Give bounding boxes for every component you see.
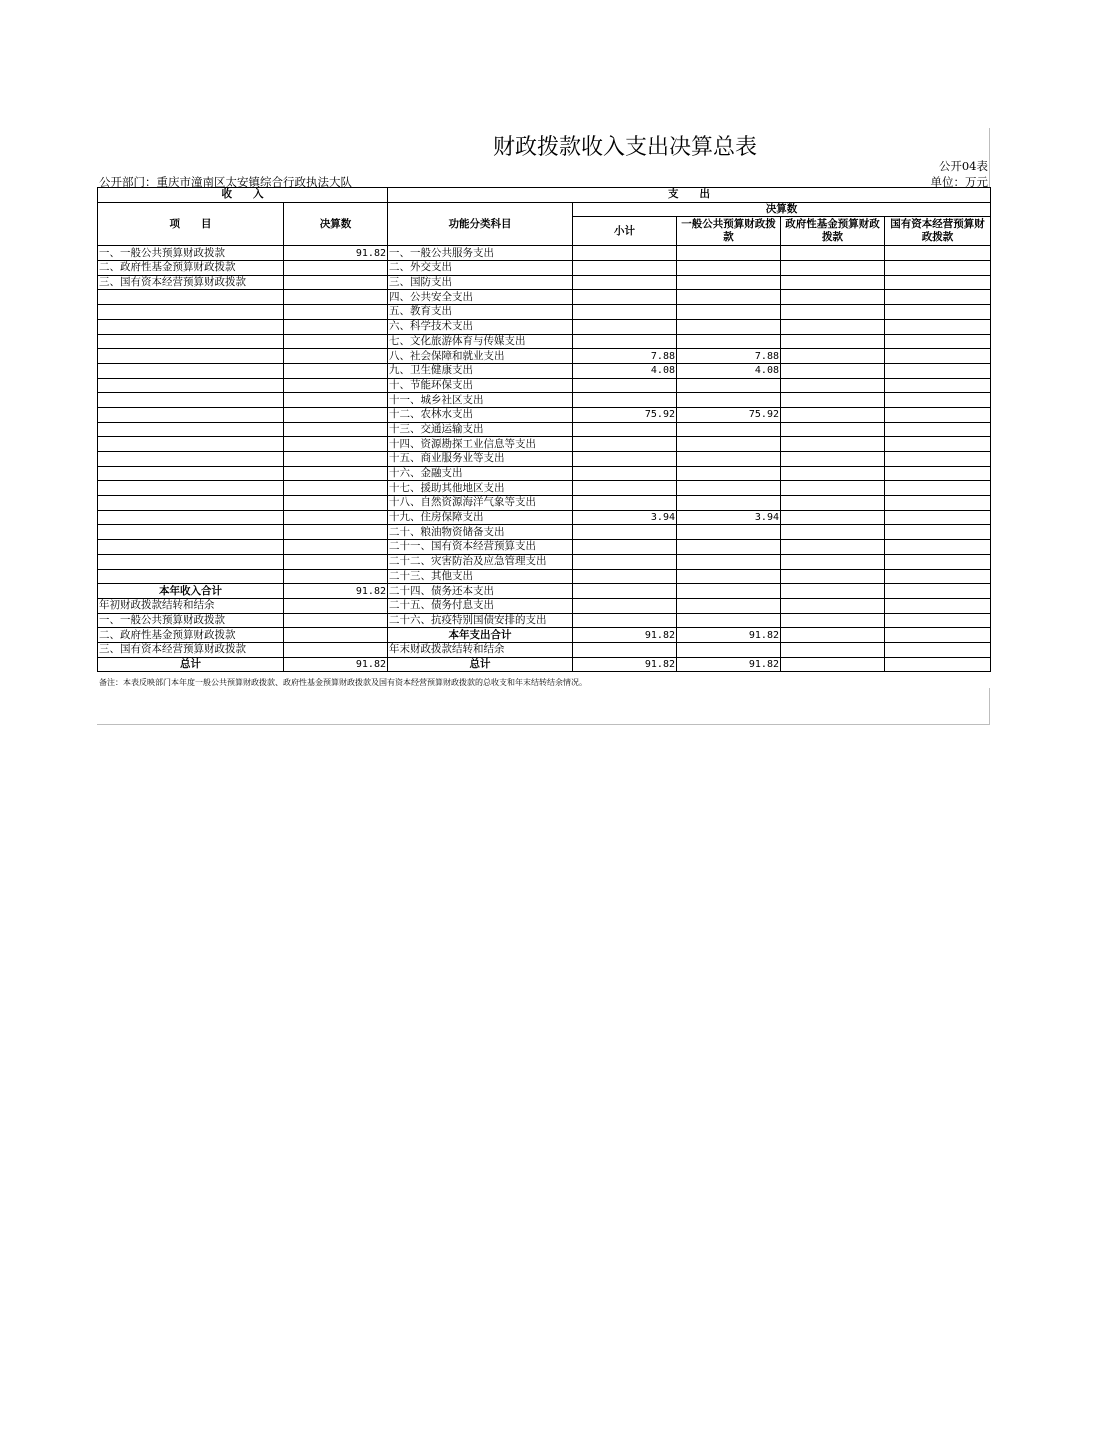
row-amount: [284, 422, 388, 437]
row-amount: [284, 481, 388, 496]
header-item: 项 目: [98, 202, 284, 246]
row-general-budget: [677, 569, 781, 584]
row-amount: [284, 290, 388, 305]
row-item: [98, 290, 284, 305]
row-general-budget: [677, 598, 781, 613]
header-row-2: [98, 202, 991, 217]
row-gov-fund: [781, 334, 885, 349]
sheet-border-right: [989, 128, 990, 188]
row-subtotal: [573, 466, 677, 481]
row-subject: 二十二、灾害防治及应急管理支出: [388, 554, 573, 569]
row-item: 本年收入合计: [98, 584, 284, 599]
row-item: [98, 496, 284, 511]
row-subtotal: [573, 246, 677, 261]
row-subtotal: [573, 613, 677, 628]
table-row: [98, 349, 991, 364]
row-subject: 二十三、其他支出: [388, 569, 573, 584]
table-row: [98, 598, 991, 613]
row-state-capital: [885, 290, 991, 305]
table-row: [98, 437, 991, 452]
row-amount: [284, 319, 388, 334]
row-subject: 十二、农林水支出: [388, 407, 573, 422]
row-general-budget: [677, 481, 781, 496]
row-item: [98, 554, 284, 569]
row-state-capital: [885, 275, 991, 290]
unit-label: 单位：万元: [930, 175, 988, 189]
row-item: [98, 481, 284, 496]
row-subject: 十三、交通运输支出: [388, 422, 573, 437]
row-state-capital: [885, 657, 991, 672]
row-state-capital: [885, 393, 991, 408]
table-row: [98, 422, 991, 437]
header-gov-fund: 政府性基金预算财政拨款: [781, 217, 885, 246]
row-amount: [284, 305, 388, 320]
row-subtotal: [573, 598, 677, 613]
form-code: 公开04表: [938, 159, 988, 173]
row-gov-fund: [781, 657, 885, 672]
row-subject: 二、外交支出: [388, 261, 573, 276]
header-func-subject: 功能分类科目: [388, 202, 573, 246]
header-income: 收 入: [98, 188, 388, 203]
row-subtotal: 91.82: [573, 657, 677, 672]
table-row: [98, 290, 991, 305]
row-subtotal: [573, 481, 677, 496]
row-subject: 十八、自然资源海洋气象等支出: [388, 496, 573, 511]
row-gov-fund: [781, 246, 885, 261]
row-item: [98, 422, 284, 437]
row-item: 二、政府性基金预算财政拨款: [98, 628, 284, 643]
row-amount: [284, 407, 388, 422]
row-subtotal: [573, 305, 677, 320]
row-state-capital: [885, 319, 991, 334]
row-subject: 十九、住房保障支出: [388, 510, 573, 525]
row-subtotal: [573, 334, 677, 349]
table-row: [98, 305, 991, 320]
header-general-budget: 一般公共预算财政拨款: [677, 217, 781, 246]
row-subtotal: [573, 393, 677, 408]
row-item: [98, 540, 284, 555]
row-subject: 十一、城乡社区支出: [388, 393, 573, 408]
row-general-budget: 3.94: [677, 510, 781, 525]
row-amount: [284, 554, 388, 569]
row-state-capital: [885, 642, 991, 657]
table-row: [98, 540, 991, 555]
row-gov-fund: [781, 628, 885, 643]
row-amount: [284, 496, 388, 511]
row-subtotal: [573, 554, 677, 569]
row-state-capital: [885, 466, 991, 481]
row-amount: [284, 510, 388, 525]
row-subject: 二十六、抗疫特别国债安排的支出: [388, 613, 573, 628]
row-amount: [284, 613, 388, 628]
row-amount: 91.82: [284, 584, 388, 599]
row-general-budget: [677, 305, 781, 320]
row-general-budget: [677, 422, 781, 437]
row-item: [98, 334, 284, 349]
row-general-budget: [677, 466, 781, 481]
table-row: [98, 407, 991, 422]
row-gov-fund: [781, 422, 885, 437]
row-amount: [284, 378, 388, 393]
row-gov-fund: [781, 407, 885, 422]
row-subtotal: [573, 569, 677, 584]
row-subject: 七、文化旅游体育与传媒支出: [388, 334, 573, 349]
row-subject: 八、社会保障和就业支出: [388, 349, 573, 364]
row-subject: 四、公共安全支出: [388, 290, 573, 305]
row-amount: [284, 569, 388, 584]
row-subtotal: [573, 540, 677, 555]
row-gov-fund: [781, 452, 885, 467]
table-row: [98, 319, 991, 334]
table-row: [98, 569, 991, 584]
footnote: 备注：本表反映部门本年度一般公共预算财政拨款、政府性基金预算财政拨款及国有资本经营预算财政拨款的总收支和年末结转结余情况。: [99, 678, 587, 687]
row-item: [98, 378, 284, 393]
row-subject: 二十五、债务付息支出: [388, 598, 573, 613]
row-gov-fund: [781, 481, 885, 496]
row-item: [98, 437, 284, 452]
table-row: [98, 657, 991, 672]
table-row: [98, 466, 991, 481]
row-gov-fund: [781, 510, 885, 525]
row-gov-fund: [781, 378, 885, 393]
row-amount: [284, 393, 388, 408]
row-gov-fund: [781, 613, 885, 628]
row-amount: [284, 628, 388, 643]
row-subject: 二十四、债务还本支出: [388, 584, 573, 599]
row-general-budget: [677, 642, 781, 657]
table-row: [98, 613, 991, 628]
row-general-budget: [677, 452, 781, 467]
row-state-capital: [885, 613, 991, 628]
row-state-capital: [885, 525, 991, 540]
row-gov-fund: [781, 554, 885, 569]
row-subject: 十六、金融支出: [388, 466, 573, 481]
row-state-capital: [885, 496, 991, 511]
row-subject: 九、卫生健康支出: [388, 363, 573, 378]
row-general-budget: 91.82: [677, 628, 781, 643]
row-general-budget: [677, 334, 781, 349]
row-gov-fund: [781, 584, 885, 599]
row-subject: 二十一、国有资本经营预算支出: [388, 540, 573, 555]
table-row: [98, 393, 991, 408]
row-amount: [284, 540, 388, 555]
row-state-capital: [885, 363, 991, 378]
table-row: [98, 261, 991, 276]
row-amount: [284, 261, 388, 276]
row-gov-fund: [781, 496, 885, 511]
row-subtotal: [573, 319, 677, 334]
row-subtotal: [573, 584, 677, 599]
row-subtotal: [573, 642, 677, 657]
row-state-capital: [885, 481, 991, 496]
row-gov-fund: [781, 290, 885, 305]
table-row: [98, 496, 991, 511]
header-state-capital: 国有资本经营预算财政拨款: [885, 217, 991, 246]
table-row: [98, 554, 991, 569]
header-final-amount: 决算数: [573, 202, 991, 217]
row-amount: [284, 642, 388, 657]
row-item: [98, 510, 284, 525]
row-general-budget: 4.08: [677, 363, 781, 378]
row-amount: [284, 275, 388, 290]
row-state-capital: [885, 510, 991, 525]
row-state-capital: [885, 598, 991, 613]
table-row: [98, 246, 991, 261]
header-row-1: [98, 188, 991, 203]
row-state-capital: [885, 628, 991, 643]
department-label: 公开部门：重庆市潼南区太安镇综合行政执法大队: [99, 175, 352, 189]
row-subtotal: [573, 261, 677, 276]
row-general-budget: [677, 246, 781, 261]
row-general-budget: [677, 319, 781, 334]
row-general-budget: [677, 393, 781, 408]
row-subtotal: [573, 452, 677, 467]
sheet-border-bottom: [97, 724, 990, 725]
row-amount: [284, 452, 388, 467]
row-item: [98, 569, 284, 584]
row-subject: 年末财政拨款结转和结余: [388, 642, 573, 657]
row-subtotal: [573, 378, 677, 393]
row-state-capital: [885, 437, 991, 452]
row-subtotal: 4.08: [573, 363, 677, 378]
table-row: [98, 275, 991, 290]
row-subject: 五、教育支出: [388, 305, 573, 320]
row-general-budget: [677, 496, 781, 511]
row-state-capital: [885, 349, 991, 364]
row-item: 总计: [98, 657, 284, 672]
row-item: [98, 319, 284, 334]
row-general-budget: [677, 554, 781, 569]
row-state-capital: [885, 554, 991, 569]
row-amount: 91.82: [284, 657, 388, 672]
budget-table: [97, 187, 991, 672]
row-subject: 本年支出合计: [388, 628, 573, 643]
row-gov-fund: [781, 598, 885, 613]
row-state-capital: [885, 378, 991, 393]
header-expense: 支 出: [388, 188, 991, 203]
row-subtotal: 3.94: [573, 510, 677, 525]
row-amount: [284, 349, 388, 364]
row-subtotal: [573, 290, 677, 305]
row-item: 一、一般公共预算财政拨款: [98, 613, 284, 628]
row-gov-fund: [781, 569, 885, 584]
row-subject: 总计: [388, 657, 573, 672]
row-subtotal: [573, 525, 677, 540]
row-subject: 二十、粮油物资储备支出: [388, 525, 573, 540]
row-amount: [284, 525, 388, 540]
row-subject: 十五、商业服务业等支出: [388, 452, 573, 467]
row-subtotal: [573, 437, 677, 452]
row-subject: 六、科学技术支出: [388, 319, 573, 334]
row-amount: 91.82: [284, 246, 388, 261]
row-item: [98, 393, 284, 408]
row-subject: 一、一般公共服务支出: [388, 246, 573, 261]
row-state-capital: [885, 261, 991, 276]
row-general-budget: [677, 290, 781, 305]
row-item: [98, 349, 284, 364]
row-state-capital: [885, 452, 991, 467]
row-amount: [284, 466, 388, 481]
row-state-capital: [885, 569, 991, 584]
row-subtotal: 7.88: [573, 349, 677, 364]
row-gov-fund: [781, 437, 885, 452]
row-subject: 十七、援助其他地区支出: [388, 481, 573, 496]
row-item: 年初财政拨款结转和结余: [98, 598, 284, 613]
row-item: 三、国有资本经营预算财政拨款: [98, 275, 284, 290]
row-gov-fund: [781, 349, 885, 364]
row-subject: 十四、资源勘探工业信息等支出: [388, 437, 573, 452]
row-general-budget: 91.82: [677, 657, 781, 672]
row-amount: [284, 437, 388, 452]
row-item: [98, 363, 284, 378]
row-state-capital: [885, 305, 991, 320]
row-item: [98, 407, 284, 422]
row-gov-fund: [781, 525, 885, 540]
row-gov-fund: [781, 540, 885, 555]
row-subtotal: 91.82: [573, 628, 677, 643]
table-row: [98, 378, 991, 393]
row-general-budget: [677, 261, 781, 276]
row-gov-fund: [781, 642, 885, 657]
row-subtotal: [573, 496, 677, 511]
row-subject: 三、国防支出: [388, 275, 573, 290]
row-general-budget: [677, 540, 781, 555]
row-amount: [284, 598, 388, 613]
header-amount: 决算数: [284, 202, 388, 246]
row-item: [98, 305, 284, 320]
row-gov-fund: [781, 466, 885, 481]
row-item: 三、国有资本经营预算财政拨款: [98, 642, 284, 657]
row-general-budget: [677, 525, 781, 540]
row-general-budget: 75.92: [677, 407, 781, 422]
table-row: [98, 334, 991, 349]
row-amount: [284, 334, 388, 349]
table-row: [98, 481, 991, 496]
row-state-capital: [885, 246, 991, 261]
row-general-budget: [677, 584, 781, 599]
table-row: [98, 510, 991, 525]
row-state-capital: [885, 407, 991, 422]
row-gov-fund: [781, 393, 885, 408]
row-state-capital: [885, 422, 991, 437]
row-gov-fund: [781, 305, 885, 320]
row-general-budget: [677, 378, 781, 393]
row-state-capital: [885, 334, 991, 349]
row-subtotal: [573, 275, 677, 290]
row-amount: [284, 363, 388, 378]
row-subtotal: 75.92: [573, 407, 677, 422]
table-row: [98, 584, 991, 599]
row-gov-fund: [781, 275, 885, 290]
row-gov-fund: [781, 261, 885, 276]
row-gov-fund: [781, 363, 885, 378]
row-subject: 十、节能环保支出: [388, 378, 573, 393]
table-row: [98, 628, 991, 643]
table-row: [98, 452, 991, 467]
row-item: 二、政府性基金预算财政拨款: [98, 261, 284, 276]
row-gov-fund: [781, 319, 885, 334]
row-item: [98, 525, 284, 540]
table-row: [98, 525, 991, 540]
row-item: [98, 466, 284, 481]
row-item: 一、一般公共预算财政拨款: [98, 246, 284, 261]
row-general-budget: [677, 437, 781, 452]
table-row: [98, 642, 991, 657]
page-title: 财政拨款收入支出决算总表: [492, 135, 757, 160]
row-state-capital: [885, 584, 991, 599]
row-general-budget: [677, 275, 781, 290]
header-subtotal: 小计: [573, 217, 677, 246]
row-general-budget: [677, 613, 781, 628]
row-state-capital: [885, 540, 991, 555]
table-row: [98, 363, 991, 378]
sheet-border-right-lower: [989, 688, 990, 724]
row-item: [98, 452, 284, 467]
row-general-budget: 7.88: [677, 349, 781, 364]
row-subtotal: [573, 422, 677, 437]
